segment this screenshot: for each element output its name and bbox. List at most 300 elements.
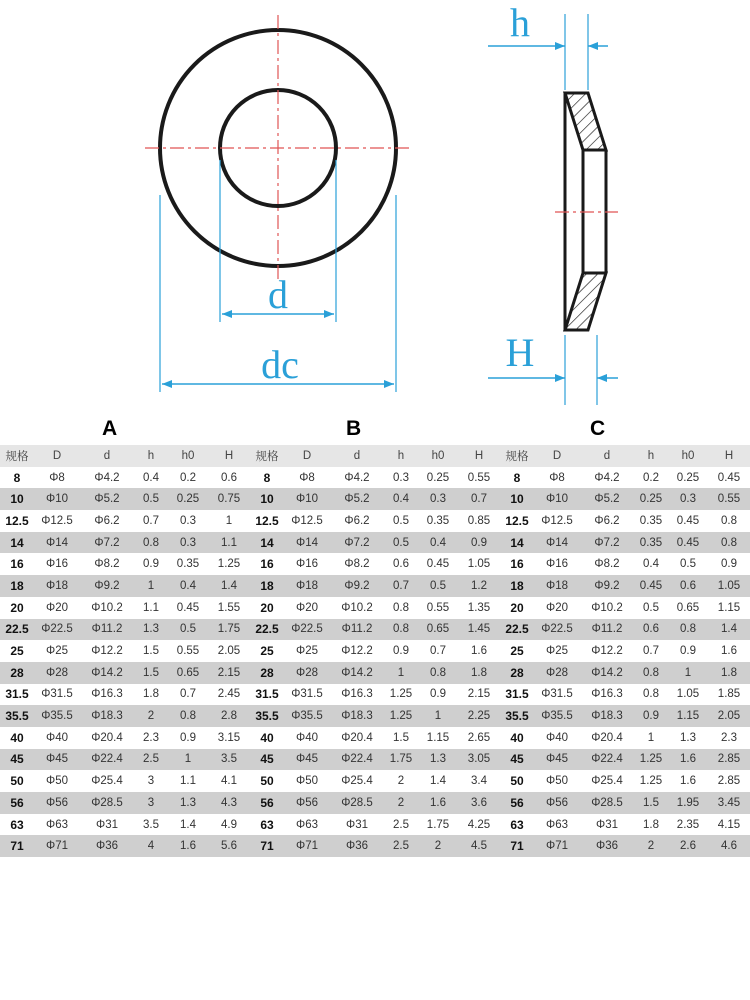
- table-cell: 1.05: [708, 575, 750, 597]
- table-cell: 1.85: [708, 684, 750, 706]
- table-cell: Φ31: [80, 814, 134, 836]
- table-cell: 0.5: [168, 619, 208, 641]
- table-cell: 0.3: [384, 467, 418, 489]
- table-cell: Φ71: [284, 835, 330, 857]
- table-cell: 0.7: [458, 488, 500, 510]
- table-cell: Φ20.4: [580, 727, 634, 749]
- table-cell: 22.5: [250, 619, 284, 641]
- table-cell: Φ8: [534, 467, 580, 489]
- table-cell: 4.15: [708, 814, 750, 836]
- table-cell: 1.1: [168, 770, 208, 792]
- table-cell: 28: [500, 662, 534, 684]
- table-cell: Φ18.3: [80, 705, 134, 727]
- table-cell: 28: [250, 662, 284, 684]
- table-cell: Φ18: [284, 575, 330, 597]
- table-cell: 0.9: [418, 684, 458, 706]
- table-cell: Φ22.4: [80, 749, 134, 771]
- table-cell: 3.05: [458, 749, 500, 771]
- table-cell: 1.3: [168, 792, 208, 814]
- table-cell: 0.8: [134, 532, 168, 554]
- table-cell: 1: [384, 662, 418, 684]
- table-cell: Φ4.2: [80, 467, 134, 489]
- table-cell: 0.35: [168, 553, 208, 575]
- table-cell: Φ14.2: [330, 662, 384, 684]
- table-row: [0, 814, 750, 836]
- table-cell: 63: [250, 814, 284, 836]
- table-cell: 2.35: [668, 814, 708, 836]
- h-label: h: [510, 0, 530, 45]
- table-cell: 3.45: [708, 792, 750, 814]
- table-cell: 2: [134, 705, 168, 727]
- table-cell: 2.65: [458, 727, 500, 749]
- table-cell: 4.3: [208, 792, 250, 814]
- table-cell: 0.8: [634, 684, 668, 706]
- table-cell: 16: [500, 553, 534, 575]
- table-cell: 1: [134, 575, 168, 597]
- table-cell: 0.9: [458, 532, 500, 554]
- table-cell: 1.05: [458, 553, 500, 575]
- table-cell: 45: [0, 749, 34, 771]
- table-cell: 35.5: [0, 705, 34, 727]
- table-cell: Φ25: [34, 640, 80, 662]
- table-cell: 0.8: [634, 662, 668, 684]
- table-cell: 1.25: [384, 705, 418, 727]
- table-cell: 12.5: [0, 510, 34, 532]
- table-cell: 0.4: [418, 532, 458, 554]
- table-cell: 0.55: [708, 488, 750, 510]
- table-cell: 1.2: [458, 575, 500, 597]
- table-cell: Φ36: [330, 835, 384, 857]
- table-cell: 0.9: [634, 705, 668, 727]
- table-cell: 1.95: [668, 792, 708, 814]
- table-cell: Φ25: [534, 640, 580, 662]
- table-cell: 0.3: [418, 488, 458, 510]
- table-cell: 2.3: [708, 727, 750, 749]
- table-cell: Φ40: [34, 727, 80, 749]
- table-cell: 0.8: [384, 619, 418, 641]
- table-cell: 71: [0, 835, 34, 857]
- table-cell: 0.5: [634, 597, 668, 619]
- column-header: 规格: [0, 445, 34, 467]
- table-row: [0, 727, 750, 749]
- column-header: d: [330, 445, 384, 467]
- table-cell: Φ40: [284, 727, 330, 749]
- table-cell: Φ28: [34, 662, 80, 684]
- table-cell: Φ14: [34, 532, 80, 554]
- table-row: [0, 835, 750, 857]
- table-cell: 1.1: [208, 532, 250, 554]
- table-cell: 1: [168, 749, 208, 771]
- table-cell: 1.3: [668, 727, 708, 749]
- table-cell: Φ28.5: [580, 792, 634, 814]
- table-cell: Φ12.5: [534, 510, 580, 532]
- table-cell: 4.9: [208, 814, 250, 836]
- column-header: D: [534, 445, 580, 467]
- table-row: [0, 575, 750, 597]
- table-cell: 3.4: [458, 770, 500, 792]
- table-cell: Φ20: [534, 597, 580, 619]
- table-cell: 1.25: [208, 553, 250, 575]
- table-cell: Φ25.4: [80, 770, 134, 792]
- column-header: D: [34, 445, 80, 467]
- column-header: H: [708, 445, 750, 467]
- column-header: d: [80, 445, 134, 467]
- table-cell: 2: [384, 770, 418, 792]
- group-header-c: [500, 413, 750, 445]
- table-cell: Φ22.5: [534, 619, 580, 641]
- d-label: d: [268, 272, 288, 317]
- table-cell: Φ18.3: [580, 705, 634, 727]
- table-cell: 63: [0, 814, 34, 836]
- table-cell: 0.4: [134, 467, 168, 489]
- table-cell: Φ8.2: [580, 553, 634, 575]
- table-cell: Φ10.2: [330, 597, 384, 619]
- table-cell: Φ5.2: [580, 488, 634, 510]
- table-cell: 56: [0, 792, 34, 814]
- table-cell: Φ31: [580, 814, 634, 836]
- table-cell: 10: [500, 488, 534, 510]
- table-cell: Φ6.2: [580, 510, 634, 532]
- table-cell: 1.15: [418, 727, 458, 749]
- table-cell: 0.6: [208, 467, 250, 489]
- column-header: h: [634, 445, 668, 467]
- table-cell: Φ11.2: [80, 619, 134, 641]
- table-cell: 0.8: [418, 662, 458, 684]
- table-cell: 1.4: [708, 619, 750, 641]
- table-cell: 1.6: [668, 770, 708, 792]
- table-cell: Φ14.2: [80, 662, 134, 684]
- table-cell: Φ56: [34, 792, 80, 814]
- table-cell: 1.4: [208, 575, 250, 597]
- table-cell: 31.5: [500, 684, 534, 706]
- table-cell: Φ5.2: [80, 488, 134, 510]
- table-cell: Φ28.5: [330, 792, 384, 814]
- table-cell: 0.35: [634, 532, 668, 554]
- table-cell: 1.4: [418, 770, 458, 792]
- table-cell: 16: [0, 553, 34, 575]
- table-cell: Φ25.4: [330, 770, 384, 792]
- table-cell: 0.45: [634, 575, 668, 597]
- table-cell: 3.15: [208, 727, 250, 749]
- table-cell: 0.7: [418, 640, 458, 662]
- table-cell: 20: [250, 597, 284, 619]
- table-cell: 0.8: [168, 705, 208, 727]
- table-cell: 0.3: [168, 510, 208, 532]
- table-cell: 2.5: [384, 814, 418, 836]
- table-cell: Φ63: [34, 814, 80, 836]
- table-cell: 1.5: [634, 792, 668, 814]
- table-cell: 20: [0, 597, 34, 619]
- table-cell: 20: [500, 597, 534, 619]
- column-header: h0: [418, 445, 458, 467]
- table-cell: 50: [0, 770, 34, 792]
- table-cell: Φ10: [34, 488, 80, 510]
- table-cell: 1.05: [668, 684, 708, 706]
- dc-label: dc: [261, 342, 299, 387]
- table-cell: Φ22.4: [330, 749, 384, 771]
- table-cell: 2.15: [458, 684, 500, 706]
- table-cell: 50: [250, 770, 284, 792]
- table-cell: Φ31.5: [34, 684, 80, 706]
- table-cell: 0.65: [418, 619, 458, 641]
- table-cell: 1.6: [418, 792, 458, 814]
- table-cell: 14: [250, 532, 284, 554]
- table-cell: 31.5: [250, 684, 284, 706]
- table-cell: 5.6: [208, 835, 250, 857]
- table-cell: Φ8.2: [330, 553, 384, 575]
- table-cell: 0.4: [384, 488, 418, 510]
- table-cell: 0.6: [668, 575, 708, 597]
- table-cell: 0.25: [668, 467, 708, 489]
- table-cell: 1.6: [708, 640, 750, 662]
- table-cell: Φ63: [534, 814, 580, 836]
- table-cell: 0.75: [208, 488, 250, 510]
- table-cell: 0.35: [634, 510, 668, 532]
- table-row: [0, 532, 750, 554]
- table-cell: 2.85: [708, 749, 750, 771]
- table-cell: 22.5: [0, 619, 34, 641]
- table-cell: 14: [0, 532, 34, 554]
- table-cell: 0.55: [418, 597, 458, 619]
- table-cell: Φ28: [534, 662, 580, 684]
- table-cell: 1: [668, 662, 708, 684]
- table-cell: 1.5: [384, 727, 418, 749]
- table-cell: Φ31.5: [534, 684, 580, 706]
- table-cell: 50: [500, 770, 534, 792]
- table-cell: Φ16: [534, 553, 580, 575]
- table-cell: Φ25: [284, 640, 330, 662]
- table-cell: 8: [250, 467, 284, 489]
- table-row: [0, 510, 750, 532]
- table-cell: 1.55: [208, 597, 250, 619]
- table-cell: Φ28: [284, 662, 330, 684]
- table-cell: Φ22.5: [284, 619, 330, 641]
- table-cell: Φ14.2: [580, 662, 634, 684]
- table-cell: 1.5: [134, 640, 168, 662]
- table-cell: 4.25: [458, 814, 500, 836]
- table-cell: 0.9: [384, 640, 418, 662]
- table-cell: Φ4.2: [330, 467, 384, 489]
- table-cell: 18: [250, 575, 284, 597]
- table-cell: 25: [250, 640, 284, 662]
- table-cell: Φ18: [34, 575, 80, 597]
- table-cell: 4.5: [458, 835, 500, 857]
- table-cell: 3: [134, 792, 168, 814]
- table-cell: 2.05: [708, 705, 750, 727]
- table-cell: Φ8.2: [80, 553, 134, 575]
- table-cell: Φ9.2: [80, 575, 134, 597]
- table-cell: 2.8: [208, 705, 250, 727]
- table-cell: 0.6: [634, 619, 668, 641]
- table-cell: Φ18: [534, 575, 580, 597]
- table-row: [0, 749, 750, 771]
- table-cell: 0.8: [708, 510, 750, 532]
- column-header: h: [384, 445, 418, 467]
- table-cell: 10: [0, 488, 34, 510]
- table-cell: 0.5: [384, 532, 418, 554]
- table-cell: 2.25: [458, 705, 500, 727]
- table-cell: 1.8: [134, 684, 168, 706]
- table-cell: Φ45: [34, 749, 80, 771]
- table-cell: 35.5: [250, 705, 284, 727]
- table-cell: 2.5: [134, 749, 168, 771]
- table-cell: 0.7: [384, 575, 418, 597]
- column-header: h0: [168, 445, 208, 467]
- column-header: 规格: [250, 445, 284, 467]
- table-row: [0, 662, 750, 684]
- table-cell: Φ11.2: [330, 619, 384, 641]
- group-label-b: B: [346, 417, 362, 440]
- table-cell: 0.35: [418, 510, 458, 532]
- table-cell: Φ5.2: [330, 488, 384, 510]
- table-cell: Φ6.2: [330, 510, 384, 532]
- table-cell: Φ16: [284, 553, 330, 575]
- table-cell: 2.05: [208, 640, 250, 662]
- table-cell: Φ36: [80, 835, 134, 857]
- table-cell: 3.5: [208, 749, 250, 771]
- table-cell: 2: [634, 835, 668, 857]
- table-cell: 0.8: [708, 532, 750, 554]
- table-cell: 0.9: [168, 727, 208, 749]
- table-cell: Φ50: [284, 770, 330, 792]
- table-cell: Φ7.2: [580, 532, 634, 554]
- table-cell: Φ16.3: [330, 684, 384, 706]
- table-cell: 1.3: [418, 749, 458, 771]
- table-row: [0, 684, 750, 706]
- table-cell: Φ36: [580, 835, 634, 857]
- table-cell: 1.6: [458, 640, 500, 662]
- table-cell: Φ10.2: [80, 597, 134, 619]
- table-cell: 2.85: [708, 770, 750, 792]
- table-cell: 35.5: [500, 705, 534, 727]
- table-cell: Φ12.2: [580, 640, 634, 662]
- table-cell: 1.6: [168, 835, 208, 857]
- table-row: [0, 705, 750, 727]
- table-cell: Φ45: [284, 749, 330, 771]
- table-cell: 0.8: [384, 597, 418, 619]
- table-cell: 1: [418, 705, 458, 727]
- table-cell: 12.5: [250, 510, 284, 532]
- table-cell: 2: [384, 792, 418, 814]
- table-cell: 1.75: [384, 749, 418, 771]
- table-cell: Φ20: [284, 597, 330, 619]
- table-cell: 0.9: [134, 553, 168, 575]
- table-cell: Φ18.3: [330, 705, 384, 727]
- table-cell: Φ14: [534, 532, 580, 554]
- table-cell: Φ28.5: [80, 792, 134, 814]
- table-cell: 25: [500, 640, 534, 662]
- table-cell: 1.15: [668, 705, 708, 727]
- table-cell: Φ6.2: [80, 510, 134, 532]
- table-cell: Φ56: [284, 792, 330, 814]
- table-cell: 0.25: [168, 488, 208, 510]
- table-cell: 1.35: [458, 597, 500, 619]
- table-cell: 18: [500, 575, 534, 597]
- table-cell: 0.65: [168, 662, 208, 684]
- table-cell: Φ20.4: [80, 727, 134, 749]
- table-cell: 2.3: [134, 727, 168, 749]
- column-header: D: [284, 445, 330, 467]
- table-cell: 71: [500, 835, 534, 857]
- table-cell: 3.6: [458, 792, 500, 814]
- table-cell: Φ14: [284, 532, 330, 554]
- table-cell: 25: [0, 640, 34, 662]
- table-cell: 10: [250, 488, 284, 510]
- table-cell: 0.45: [418, 553, 458, 575]
- table-cell: 1.25: [384, 684, 418, 706]
- table-cell: 0.45: [668, 532, 708, 554]
- table-cell: Φ50: [534, 770, 580, 792]
- table-cell: 63: [500, 814, 534, 836]
- table-row: [0, 619, 750, 641]
- table-cell: Φ20.4: [330, 727, 384, 749]
- table-cell: 56: [500, 792, 534, 814]
- table-cell: 0.25: [634, 488, 668, 510]
- table-cell: Φ20: [34, 597, 80, 619]
- table-cell: 1.3: [134, 619, 168, 641]
- table-cell: 8: [0, 467, 34, 489]
- table-cell: Φ25.4: [580, 770, 634, 792]
- blank-area: [0, 858, 750, 1000]
- table-cell: Φ4.2: [580, 467, 634, 489]
- table-cell: 45: [250, 749, 284, 771]
- table-cell: Φ16.3: [80, 684, 134, 706]
- table-cell: 40: [500, 727, 534, 749]
- table-cell: 1: [634, 727, 668, 749]
- table-cell: 0.7: [134, 510, 168, 532]
- column-header: d: [580, 445, 634, 467]
- table-cell: 1: [208, 510, 250, 532]
- spec-table: [0, 445, 750, 857]
- table-row: [0, 488, 750, 510]
- table-cell: 1.15: [708, 597, 750, 619]
- table-cell: Φ22.4: [580, 749, 634, 771]
- table-cell: 8: [500, 467, 534, 489]
- table-cell: 0.5: [134, 488, 168, 510]
- column-header: h0: [668, 445, 708, 467]
- table-cell: Φ16: [34, 553, 80, 575]
- table-header-row: [0, 445, 750, 467]
- table-cell: 0.5: [668, 553, 708, 575]
- table-cell: Φ10: [534, 488, 580, 510]
- table-cell: Φ16.3: [580, 684, 634, 706]
- column-header: H: [208, 445, 250, 467]
- table-cell: 71: [250, 835, 284, 857]
- table-cell: 0.45: [708, 467, 750, 489]
- table-cell: 0.25: [418, 467, 458, 489]
- washer-drawing: [0, 0, 750, 413]
- column-header: h: [134, 445, 168, 467]
- table-row: [0, 792, 750, 814]
- table-cell: 1.25: [634, 770, 668, 792]
- table-cell: 40: [0, 727, 34, 749]
- table-cell: 0.4: [168, 575, 208, 597]
- table-row: [0, 553, 750, 575]
- table-cell: 1.6: [668, 749, 708, 771]
- table-cell: Φ7.2: [80, 532, 134, 554]
- table-cell: 0.2: [168, 467, 208, 489]
- table-cell: Φ10.2: [580, 597, 634, 619]
- table-cell: Φ56: [534, 792, 580, 814]
- table-cell: 1.45: [458, 619, 500, 641]
- spec-table-section: [0, 413, 750, 858]
- table-cell: 40: [250, 727, 284, 749]
- table-row: [0, 640, 750, 662]
- table-cell: Φ8: [284, 467, 330, 489]
- table-row: [0, 467, 750, 489]
- table-cell: 16: [250, 553, 284, 575]
- table-cell: Φ35.5: [34, 705, 80, 727]
